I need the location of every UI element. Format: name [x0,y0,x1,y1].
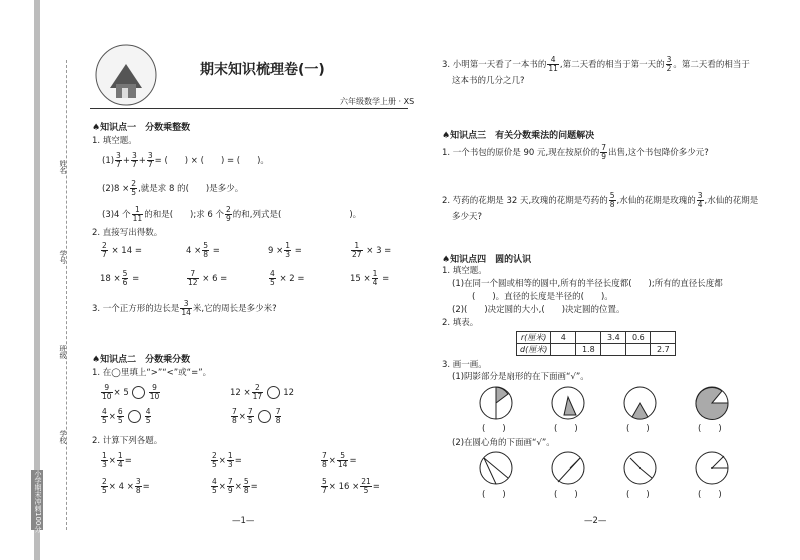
table-cell: d(厘米) [517,344,551,356]
calc-item: $\frac{2}{5}$ × $\frac{1}{3}$ = [212,451,242,469]
calc-item: $\frac{1}{27}$ × 3 = [352,241,392,259]
calc-item: $\frac{5}{7}$ × 16 × $\frac{21}{5}$ = [322,477,380,495]
table-cell[interactable]: 1.8 [576,344,601,356]
s4-q3a: (1)阴影部分是扇形的在下面画“√”。 [452,372,589,382]
answer-paren[interactable]: ( ) [482,490,506,500]
s4-q1a2: ( )。直径的长度是半径的( )。 [472,292,613,302]
r-q3b: 这本书的几分之几? [452,76,525,86]
section-2-heading: ♠知识点二 分数乘分数 [92,355,191,365]
header-title: 期末知识梳理卷(一) [200,62,325,78]
circle-angle-3 [622,450,658,486]
answer-paren[interactable]: ( ) [698,424,722,434]
s4-q2: 2. 填表。 [442,318,479,328]
table-cell[interactable] [651,332,676,344]
label-number: 学号 [59,250,67,264]
calc-item: 15 × $\frac{1}{4}$ = [350,269,390,287]
calc-item: $\frac{1}{3}$ × $\frac{1}{4}$ = [102,451,132,469]
logo-icon [92,40,160,110]
s1-q1a: (1) $\frac{3}{7}$ + $\frac{3}{7}$ + $\frac{3}{7}$ = ( ) × ( ) = ( )。 [102,151,269,169]
s2-q1: 1. 在◯里填上“>”“<”或“=”。 [92,368,212,378]
s2-q2: 2. 计算下列各题。 [92,436,163,446]
s3-q2b: 多少天? [452,212,483,222]
circle-diagram-4 [694,385,730,421]
table-row [517,344,676,356]
table-cell[interactable] [551,344,576,356]
s3-q1: 1. 一个书包的原价是 90 元,现在按原价的 $\frac{7}{9}$ 出售,这个书包降价多少元? [442,143,709,161]
circle-diagram-2 [550,385,586,421]
s1-q1: 1. 填空题。 [92,136,137,146]
s3-q2: 2. 芍药的花期是 32 天,玫瑰的花期是芍药的 $\frac{5}{8}$ ,水仙的花期是玫瑰的 $\frac{3}{4}$ ,水仙的花期是 [442,191,759,209]
answer-paren[interactable]: ( ) [554,424,578,434]
label-school: 学校 [59,430,67,444]
cut-line [66,60,67,530]
calc-item: $\frac{4}{5}$ × 2 = [270,269,305,287]
r-q3: 3. 小明第一天看了一本书的 $\frac{4}{11}$ ,第二天看的相当于第一天的 $\frac{3}{2}$ 。第二天看的相当于 [442,55,750,73]
s4-q1a: (1)在同一个圆或相等的圆中,所有的半径长度都( );所有的直径长度都 [452,279,723,289]
compare-circle [132,386,145,399]
s4-q1: 1. 填空题。 [442,266,487,276]
calc-item: 9 × $\frac{1}{3}$ = [268,241,302,259]
section-1-heading: ♠知识点一 分数乘整数 [92,123,191,133]
answer-paren[interactable]: ( ) [482,424,506,434]
circle-diagram-1 [478,385,514,421]
table-cell[interactable] [576,332,601,344]
answer-paren[interactable]: ( ) [554,490,578,500]
label-class: 班级 [59,345,67,359]
table-row [517,332,676,344]
compare-item[interactable]: $\frac{4}{5}$ × $\frac{6}{5}$ $\frac{4}{5}$ [102,407,151,425]
circle-angle-4 [694,450,730,486]
circle-diagram-3 [622,385,658,421]
header-subtitle: 六年级数学上册 · XS [340,97,415,106]
section-3-heading: ♠知识点三 有关分数乘法的问题解决 [442,131,595,141]
answer-paren[interactable]: ( ) [698,490,722,500]
page-number-1: —1— [232,516,255,526]
compare-item[interactable]: $\frac{7}{8}$ × $\frac{7}{5}$ $\frac{7}{8}$ [232,407,281,425]
calc-item: 4 × $\frac{5}{8}$ = [186,241,220,259]
s1-q1c: (3)4 个 $\frac{1}{11}$ 的和是( );求 6 个 $\frac{2}{9}$ 的和,列式是( )。 [102,205,362,223]
circle-angle-1 [478,450,514,486]
calc-item: $\frac{7}{12}$ × 6 = [188,269,228,287]
section-4-heading: ♠知识点四 圆的认识 [442,255,532,265]
calc-item: 18 × $\frac{5}{6}$ = [100,269,140,287]
calc-item: $\frac{2}{7}$ × 14 = [102,241,142,259]
calc-item: $\frac{4}{5}$ × $\frac{7}{9}$ × $\frac{5}{8}$ = [212,477,258,495]
table-cell[interactable]: 3.4 [601,332,626,344]
circle-angle-2 [550,450,586,486]
header-rule [90,108,408,109]
table-cell[interactable] [601,344,626,356]
answer-paren[interactable]: ( ) [626,490,650,500]
s4-q3b: (2)在圆心角的下面画“√”。 [452,438,555,448]
table-cell: r(厘米) [517,332,551,344]
s1-q1b: (2)8 × $\frac{2}{5}$ ,就是求 8 的( )是多少。 [102,179,244,197]
table-cell[interactable]: 2.7 [651,344,676,356]
s4-q3: 3. 画一画。 [442,360,487,370]
vertical-brand: 小学期末冲刺100分 [34,470,42,533]
compare-item[interactable]: 12 × $\frac{2}{17}$ 12 [230,383,295,401]
s4-q1b: (2)( )决定圆的大小,( )决定圆的位置。 [452,305,625,315]
radius-table [516,331,676,356]
answer-paren[interactable]: ( ) [626,424,650,434]
s1-q2: 2. 直接写出得数。 [92,228,163,238]
calc-item: $\frac{7}{8}$ × $\frac{5}{14}$ = [322,451,357,469]
table-cell[interactable]: 4 [551,332,576,344]
calc-item: $\frac{2}{5}$ × 4 × $\frac{3}{8}$ = [102,477,150,495]
label-name: 姓名 [59,160,67,174]
s1-q3: 3. 一个正方形的边长是 $\frac{3}{14}$ 米,它的周长是多少米? [92,299,277,317]
compare-item[interactable]: $\frac{9}{10}$ × 5 $\frac{9}{10}$ [102,383,160,401]
table-cell[interactable] [626,344,651,356]
table-cell[interactable]: 0.6 [626,332,651,344]
page-number-2: —2— [584,516,607,526]
